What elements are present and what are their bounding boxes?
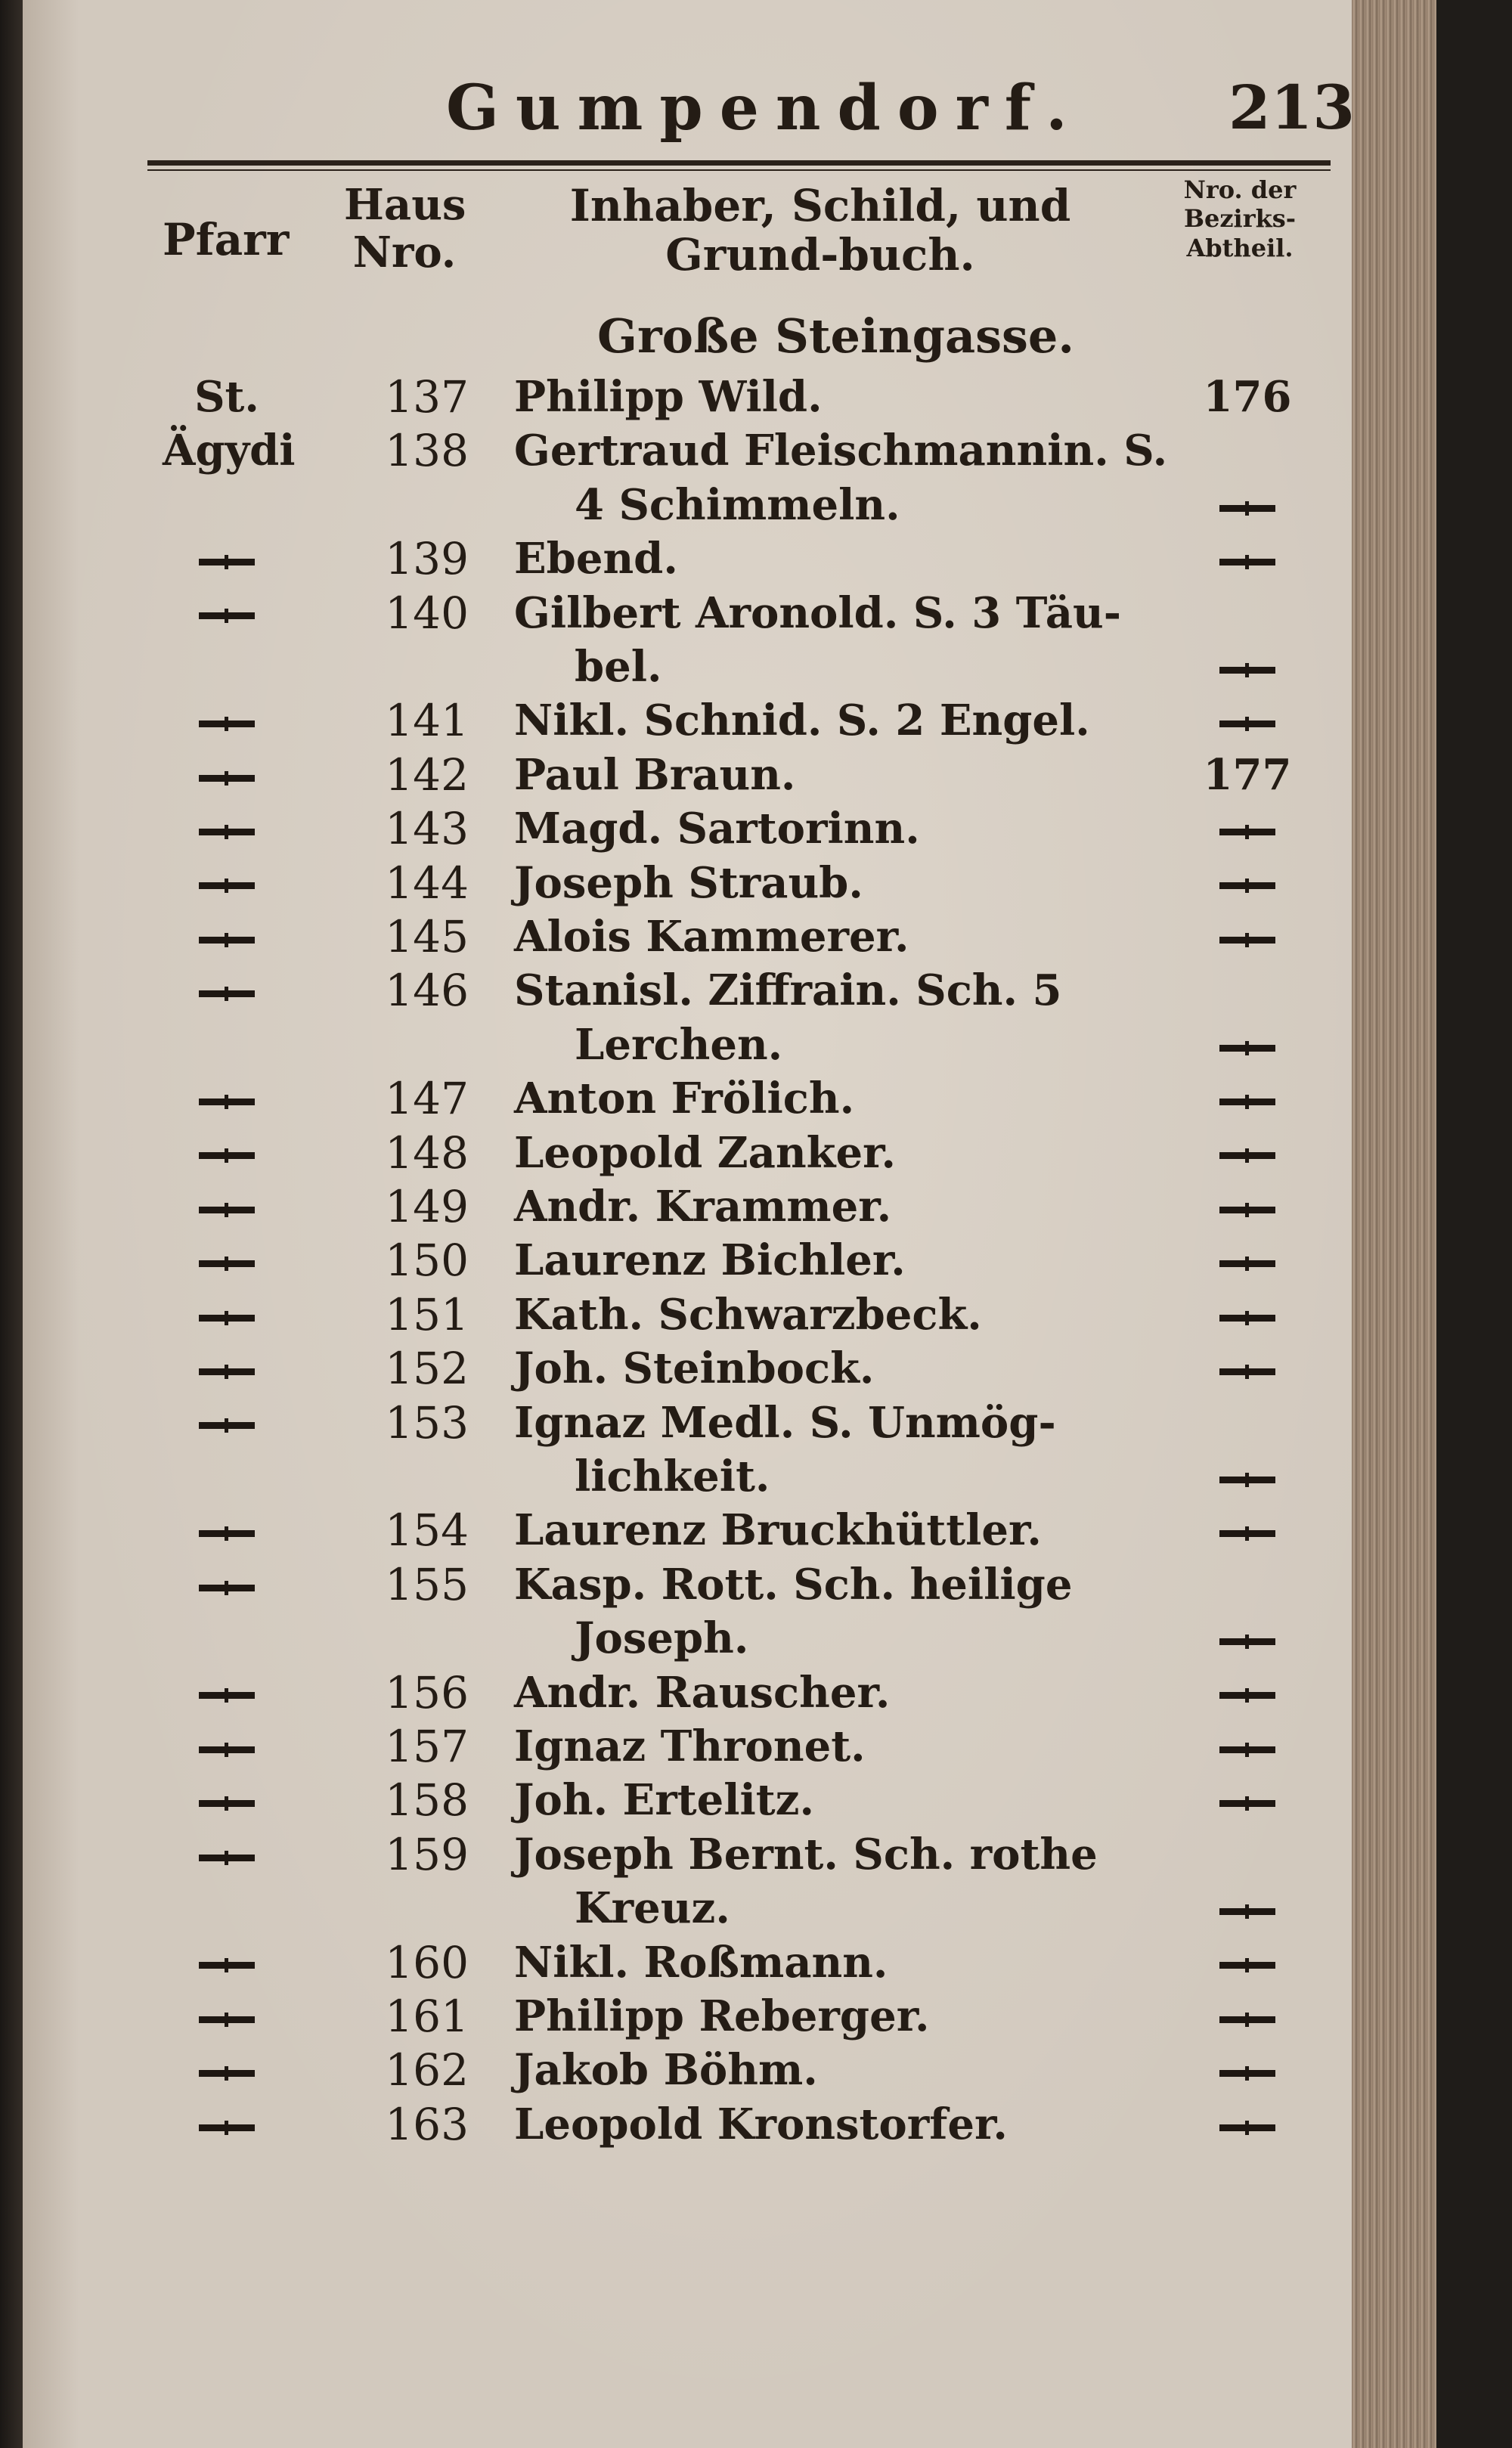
ditto-dash: [199, 775, 255, 782]
ditto-dash: [1219, 1207, 1275, 1213]
pfarr-cell: [163, 1774, 291, 1827]
district-number-cell: [1187, 1774, 1308, 1827]
table-row: [0, 1936, 1406, 1989]
table-row: [0, 2044, 1406, 2096]
table-row: [0, 424, 1406, 477]
owner-sign-cell: Nikl. Schnid. S. 2 Engel.: [514, 696, 1090, 746]
owner-sign-cell: Laurenz Bichler.: [514, 1235, 906, 1286]
pfarr-cell: [163, 1828, 291, 1881]
house-number-cell: 140: [385, 587, 469, 639]
district-number-cell: [1187, 1126, 1308, 1179]
ditto-dash: [1219, 1260, 1275, 1267]
owner-sign-cell: Paul Braun.: [514, 749, 796, 800]
ditto-dash: [1219, 2016, 1275, 2023]
pfarr-cell: [163, 1720, 291, 1773]
district-number-cell: [1187, 1612, 1308, 1665]
district-number-cell: [1187, 1666, 1308, 1719]
district-number-cell: 177: [1203, 749, 1292, 800]
ditto-dash: [1219, 1908, 1275, 1915]
table-row: [0, 1612, 1406, 1665]
owner-sign-cell: Philipp Wild.: [514, 372, 823, 422]
table-row: [0, 694, 1406, 747]
pfarr-cell: [163, 748, 291, 801]
ditto-dash: [1219, 937, 1275, 944]
ditto-dash: [199, 2124, 255, 2131]
ditto-dash: [199, 2070, 255, 2077]
table-row: [0, 910, 1406, 963]
ditto-dash: [1219, 1962, 1275, 1969]
district-number-cell: [1187, 1288, 1308, 1341]
house-number-cell: 144: [385, 857, 469, 909]
table-row: [0, 1396, 1406, 1449]
pfarr-cell: Ägydi: [163, 426, 296, 476]
section-heading: Große Steingasse.: [597, 308, 1074, 364]
table-row: [0, 1180, 1406, 1233]
ditto-dash: [199, 937, 255, 944]
pfarr-cell: [163, 857, 291, 909]
table-row: [0, 1882, 1406, 1935]
house-number-cell: 146: [385, 965, 469, 1017]
ditto-dash: [199, 990, 255, 997]
house-number-cell: 159: [385, 1828, 469, 1880]
ditto-dash: [1219, 1692, 1275, 1699]
owner-sign-cell: Gilbert Aronold. S. 3 Täu-: [514, 587, 1122, 638]
house-number-cell: 139: [385, 533, 469, 585]
ditto-dash: [1219, 829, 1275, 835]
ditto-dash: [1219, 1800, 1275, 1807]
district-number-cell: [1187, 532, 1308, 585]
page-number: 213: [1228, 72, 1355, 143]
pfarr-cell: [163, 1504, 291, 1557]
house-number-cell: 150: [385, 1235, 469, 1287]
table-row: [0, 370, 1406, 423]
ditto-dash: [1219, 1530, 1275, 1537]
pfarr-cell: [163, 587, 291, 640]
ditto-dash: [199, 1855, 255, 1861]
owner-sign-cell: Alois Kammerer.: [514, 912, 909, 962]
owner-sign-cell: Ignaz Thronet.: [514, 1721, 866, 1771]
pfarr-cell: [163, 910, 291, 963]
house-number-cell: 161: [385, 1991, 469, 2042]
district-number-cell: 176: [1203, 372, 1292, 422]
ditto-dash: [199, 2016, 255, 2023]
table-row: [0, 748, 1406, 801]
ditto-dash: [199, 829, 255, 835]
ditto-dash: [1219, 720, 1275, 727]
district-number-cell: [1187, 1936, 1308, 1989]
house-number-cell: 151: [385, 1288, 469, 1340]
owner-sign-cell: Joseph.: [575, 1613, 749, 1664]
district-number-cell: [1187, 1234, 1308, 1287]
house-number-cell: 155: [385, 1558, 469, 1610]
house-number-cell: 154: [385, 1504, 469, 1557]
pfarr-cell: [163, 2098, 291, 2151]
ditto-dash: [1219, 1368, 1275, 1375]
ditto-dash: [199, 1530, 255, 1537]
owner-sign-cell: Magd. Sartorinn.: [514, 804, 920, 854]
pfarr-cell: [163, 964, 291, 1017]
pfarr-cell: [163, 1990, 291, 2043]
house-number-cell: 163: [385, 2098, 469, 2150]
table-row: [0, 1342, 1406, 1395]
ditto-dash: [199, 1315, 255, 1322]
owner-sign-cell: Kath. Schwarzbeck.: [514, 1289, 982, 1340]
house-number-cell: 152: [385, 1343, 469, 1395]
owner-sign-cell: Stanisl. Ziffrain. Sch. 5: [514, 965, 1062, 1016]
house-number-cell: 158: [385, 1774, 469, 1827]
table-row: [0, 1828, 1406, 1881]
owner-sign-cell: bel.: [575, 642, 662, 692]
house-number-cell: 148: [385, 1126, 469, 1179]
house-number-cell: 147: [385, 1073, 469, 1125]
pfarr-cell: [163, 694, 291, 747]
ditto-dash: [1219, 559, 1275, 566]
owner-sign-cell: Joseph Bernt. Sch. rothe: [514, 1829, 1098, 1879]
district-number-cell: [1187, 857, 1308, 909]
table-row: [0, 1666, 1406, 1719]
table-row: [0, 1072, 1406, 1125]
house-number-cell: 143: [385, 803, 469, 855]
table-row: [0, 479, 1406, 531]
house-number-cell: 145: [385, 911, 469, 962]
pfarr-cell: St.: [194, 372, 259, 422]
ditto-dash: [1219, 1045, 1275, 1052]
table-row: [0, 1504, 1406, 1557]
house-number-cell: 157: [385, 1721, 469, 1772]
owner-sign-cell: Joh. Steinbock.: [514, 1343, 875, 1394]
table-row: [0, 2098, 1406, 2151]
table-row: [0, 1018, 1406, 1071]
ditto-dash: [199, 1692, 255, 1699]
pfarr-cell: [163, 802, 291, 855]
ditto-dash: [199, 1585, 255, 1591]
pfarr-cell: [163, 1666, 291, 1719]
ditto-dash: [199, 720, 255, 727]
owner-sign-cell: Philipp Reberger.: [514, 1991, 930, 2041]
owner-sign-cell: Lerchen.: [575, 1019, 783, 1070]
owner-sign-cell: Leopold Kronstorfer.: [514, 2099, 1008, 2149]
house-number-cell: 149: [385, 1181, 469, 1232]
ditto-dash: [199, 559, 255, 566]
house-number-cell: 160: [385, 1936, 469, 1988]
ditto-dash: [199, 612, 255, 619]
pfarr-cell: [163, 1072, 291, 1125]
owner-sign-cell: Gertraud Fleischmannin. S.: [514, 426, 1168, 476]
running-title: Gumpendorf.: [446, 72, 1084, 144]
house-number-cell: 141: [385, 695, 469, 747]
owner-sign-cell: Laurenz Bruckhüttler.: [514, 1505, 1042, 1556]
owner-sign-cell: Kasp. Rott. Sch. heilige: [514, 1559, 1073, 1610]
column-header-bezirk: Nro. der Bezirks-Abtheil.: [1183, 175, 1297, 262]
table-row: [0, 857, 1406, 909]
owner-sign-cell: Andr. Rauscher.: [514, 1667, 891, 1718]
house-number-cell: 142: [385, 748, 469, 801]
table-row: [0, 1234, 1406, 1287]
house-number-cell: 138: [385, 425, 469, 477]
ditto-dash: [1219, 1315, 1275, 1322]
ditto-dash: [199, 1962, 255, 1969]
header-rule-thin: [147, 169, 1331, 171]
district-number-cell: [1187, 1882, 1308, 1935]
ditto-dash: [199, 1152, 255, 1159]
ditto-dash: [1219, 882, 1275, 889]
ditto-dash: [199, 1260, 255, 1267]
ditto-dash: [1219, 1477, 1275, 1483]
district-number-cell: [1187, 1720, 1308, 1773]
pfarr-cell: [163, 532, 291, 585]
table-row: [0, 1288, 1406, 1341]
house-number-cell: 153: [385, 1396, 469, 1449]
district-number-cell: [1187, 2098, 1308, 2151]
ditto-dash: [1219, 1099, 1275, 1105]
pfarr-cell: [163, 1342, 291, 1395]
table-row: [0, 1720, 1406, 1773]
owner-sign-cell: Anton Frölich.: [514, 1074, 855, 1124]
table-row: [0, 587, 1406, 640]
house-number-cell: 137: [385, 371, 469, 423]
pfarr-cell: [163, 1936, 291, 1989]
pfarr-cell: [163, 1180, 291, 1233]
ditto-dash: [199, 882, 255, 889]
pfarr-cell: [163, 1558, 291, 1611]
ditto-dash: [1219, 1746, 1275, 1753]
table-row: [0, 802, 1406, 855]
owner-sign-cell: Jakob Böhm.: [514, 2045, 818, 2096]
house-number-cell: 162: [385, 2044, 469, 2096]
ditto-dash: [1219, 1638, 1275, 1645]
column-header-haus-nro: Haus Nro.: [344, 180, 466, 277]
ditto-dash: [199, 1099, 255, 1105]
ditto-dash: [199, 1368, 255, 1375]
table-row: [0, 1990, 1406, 2043]
column-header-pfarr: Pfarr: [163, 214, 290, 265]
owner-sign-cell: Joseph Straub.: [514, 857, 863, 908]
owner-sign-cell: Andr. Krammer.: [514, 1182, 892, 1232]
owner-sign-cell: 4 Schimmeln.: [575, 479, 900, 530]
owner-sign-cell: Nikl. Roßmann.: [514, 1937, 888, 1988]
table-row: [0, 1774, 1406, 1827]
owner-sign-cell: Ignaz Medl. S. Unmög-: [514, 1397, 1056, 1448]
district-number-cell: [1187, 910, 1308, 963]
table-row: [0, 1126, 1406, 1179]
owner-sign-cell: lichkeit.: [575, 1452, 770, 1501]
district-number-cell: [1187, 2044, 1308, 2096]
district-number-cell: [1187, 1990, 1308, 2043]
district-number-cell: [1187, 479, 1308, 531]
district-number-cell: [1187, 1072, 1308, 1125]
ditto-dash: [1219, 2124, 1275, 2131]
table-row: [0, 640, 1406, 693]
district-number-cell: [1187, 1342, 1308, 1395]
header-rule-thick: [147, 160, 1331, 166]
ditto-dash: [1219, 2070, 1275, 2077]
pfarr-cell: [163, 2044, 291, 2096]
owner-sign-cell: Kreuz.: [575, 1883, 730, 1934]
pfarr-cell: [163, 1288, 291, 1341]
district-number-cell: [1187, 802, 1308, 855]
table-row: [0, 532, 1406, 585]
district-number-cell: [1187, 640, 1308, 693]
district-number-cell: [1187, 694, 1308, 747]
pfarr-cell: [163, 1396, 291, 1449]
district-number-cell: [1187, 1018, 1308, 1071]
ditto-dash: [1219, 667, 1275, 674]
pfarr-cell: [163, 1234, 291, 1287]
table-row: [0, 964, 1406, 1017]
ditto-dash: [199, 1800, 255, 1807]
owner-sign-cell: Joh. Ertelitz.: [514, 1775, 814, 1826]
table-row: [0, 1558, 1406, 1611]
district-number-cell: [1187, 1504, 1308, 1557]
house-number-cell: 156: [385, 1666, 469, 1718]
district-number-cell: [1187, 1450, 1308, 1503]
table-row: [0, 1450, 1406, 1503]
ditto-dash: [199, 1207, 255, 1213]
ditto-dash: [199, 1422, 255, 1429]
district-number-cell: [1187, 1180, 1308, 1233]
owner-sign-cell: Leopold Zanker.: [514, 1127, 896, 1178]
pfarr-cell: [163, 1126, 291, 1179]
owner-sign-cell: Ebend.: [514, 534, 678, 584]
ditto-dash: [1219, 1152, 1275, 1159]
ditto-dash: [1219, 505, 1275, 512]
column-header-inhaber: Inhaber, Schild, und Grund-buch.: [569, 180, 1071, 280]
ditto-dash: [199, 1746, 255, 1753]
